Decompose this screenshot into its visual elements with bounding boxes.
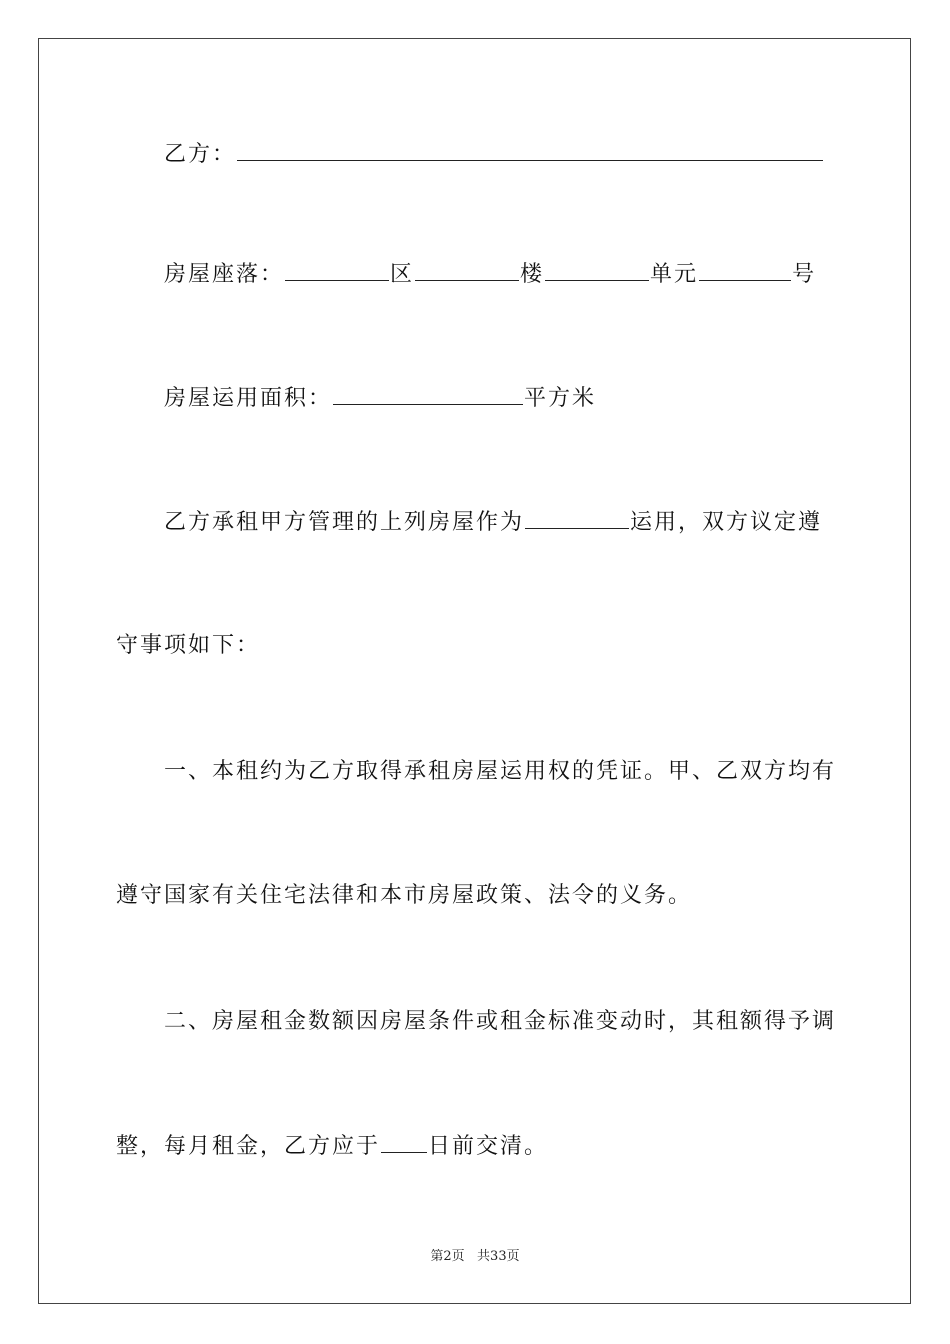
unit-text: 单元 <box>650 262 699 287</box>
clause-2-text-a: 二、房屋租金数额因房屋条件或租金标准变动时，其租额得予调 <box>164 1009 837 1034</box>
number-text: 号 <box>792 262 817 287</box>
clause-1-line-2 <box>0 880 950 912</box>
building-text: 楼 <box>520 262 545 287</box>
clause-2-text-b-pre: 整，每月租金，乙方应于 <box>116 1134 381 1159</box>
clause-1-line-1 <box>0 756 950 788</box>
page-footer <box>0 1248 950 1266</box>
district-text: 区 <box>390 262 415 287</box>
usage-continuation-line <box>0 630 950 662</box>
page-border <box>38 38 911 1304</box>
district-blank[interactable] <box>285 258 389 281</box>
usage-text-pre: 乙方承租甲方管理的上列房屋作为 <box>164 510 525 535</box>
unit-blank[interactable] <box>545 258 649 281</box>
party-b-line <box>0 138 950 171</box>
party-b-label: 乙方： <box>164 142 237 167</box>
clause-2-text-b-post: 日前交清。 <box>428 1134 549 1159</box>
area-blank[interactable] <box>333 382 523 405</box>
clause-1-text-b: 遵守国家有关住宅法律和本市房屋政策、法令的义务。 <box>116 883 693 908</box>
usage-continuation-text: 守事项如下： <box>116 633 261 658</box>
usage-text-post: 运用，双方议定遵 <box>630 510 823 535</box>
area-unit: 平方米 <box>524 386 597 411</box>
building-blank[interactable] <box>415 258 519 281</box>
clause-2-line-2 <box>0 1130 950 1163</box>
usage-line <box>0 506 950 539</box>
area-label: 房屋运用面积： <box>164 386 333 411</box>
clause-1-text-a: 一、本租约为乙方取得承租房屋运用权的凭证。甲、乙双方均有 <box>164 759 837 784</box>
area-line <box>0 382 950 415</box>
location-line <box>0 258 950 291</box>
usage-blank[interactable] <box>525 506 629 529</box>
page-number-label: 第2页 共33页 <box>430 1249 520 1264</box>
party-b-blank[interactable] <box>237 138 823 161</box>
clause-2-line-1 <box>0 1006 950 1038</box>
location-label: 房屋座落： <box>164 262 285 287</box>
number-blank[interactable] <box>699 258 791 281</box>
payment-day-blank[interactable] <box>381 1130 427 1153</box>
